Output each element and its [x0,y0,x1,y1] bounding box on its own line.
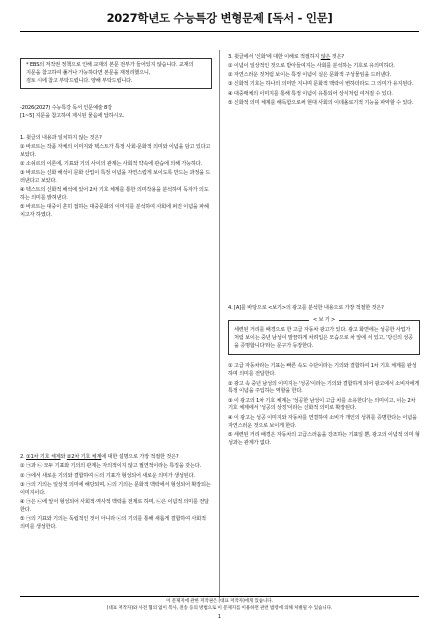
blank-space [228,109,420,305]
right-column [228,54,420,449]
answer-option[interactable]: ① 이념이 일상적인 것으로 받아들여지는 사회를 분석하는 기호로 유의미하다. [228,62,395,69]
answer-option[interactable]: ③ 신화적 기호는 하나의 의미만 지니며 문화적 맥락이 변하더라도 그 의미가 유지된다. [228,81,414,88]
answer-option[interactable]: ④ 대중매체의 이미지를 통해 특정 이념이 유통되어 상식처럼 여겨질 수 있다. [228,90,393,97]
left-column [20,58,212,533]
notice-line: 지문을 참고하여 풀거나 가능하다면 본문을 재정리했으니, [26,69,151,76]
answer-option[interactable]: ② ㉠에서 새로운 기의와 결합하여 ㉡의 기표가 형성되어 새로운 의미가 생성된다. [20,472,195,479]
answer-option[interactable]: ② 광고 속 중년 남성의 이미지는 '성공'이라는 기의와 결합하게 되어 광고에서 소비자에게 특정 이념을 주입하는 역할을 한다. [228,380,420,395]
page-title: 2027학년도 수능특강 변형문제 [독서 - 인문] [106,11,333,25]
answer-option[interactable]: ③ 이 광고의 1차 기호 체계는 '성공한 남성이 고급 차를 소유한다'는 의미이고, 이는 2차 기호 체계에서 '성공의 상징'이라는 신화적 의미로 확장된다. [228,397,416,412]
answer-option[interactable]: ③ ㉠의 기의는 일상적 의미에 해당되며, ㉡의 기의는 문화적 맥락에서 형성되어 확장되는 이미지이다. [20,481,211,496]
page-number: 1 [217,614,222,620]
copyright-notice-box [20,58,212,89]
instruction-line: [1~5] 지문을 참고하여 제시된 물음에 답하시오. [20,113,125,120]
question-3 [228,54,420,108]
bogi-label: < 보 기 > [229,317,419,325]
answer-option[interactable]: ② 자연스러운 것처럼 보이는 특정 이념이 실은 문화적 구성물임을 드러낸다. [228,72,392,79]
question-2 [20,454,212,531]
answer-option[interactable]: ① ㉠과 ㉡ 모두 기표와 기의의 관계는 자의적이지 않고 필연적이라는 특징을 갖는다. [20,463,201,470]
bogi-text: 세련된 거리를 배경으로 한 고급 자동차 광고가 있다. 광고 화면에는 성공한 사업가처럼 보이는 중년 남성이 말끔하게 차려입은 모습으로 차 앞에 서 있고, '당신의 성공을 증명합니다'라는 문구가 등장한다. [234,327,413,349]
answer-option[interactable]: ④ 텍스트의 신화적 해석에 있어 2차 기호 체계를 통한 의미작용을 분석하여 독자가 의도하는 의미를 밝혀낸다. [20,187,209,202]
source-line: -2026(2027) 수능특강 독서 인문예술 8강 [20,105,112,112]
notice-line: 검토 시에 참고 부탁드립니다. 양해 부탁드립니다. [26,77,133,84]
question-1 [20,135,212,220]
footer-line: [대표 저작자]와 사전 협의 없이 복사, 전송 등의 방법으로 이 문제지를 이용하면 관련 법령에 의해 처벌될 수 있습니다. [106,606,333,611]
blank-space [20,221,212,454]
answer-option[interactable]: ④ ㉠은 ㉡에 앞서 형성되어 사회적·역사적 맥락을 전제로 하며, ㉡은 이념적 의미를 전달한다. [20,498,209,513]
answer-option[interactable]: ⑤ 세련된 거리 배경은 자동차의 고급스러움을 강조하는 기표일 뿐, 광고의 이념적 의미 형성과는 관계가 없다. [228,431,420,446]
question-stem: 2. ①1차 기호 체계와 ②2차 기호 체계에 대한 설명으로 가장 적절한 것은? [20,454,179,461]
underlined-term: ①1차 기호 체계 [26,454,61,461]
title-rule [20,31,419,32]
answer-option[interactable]: ① 바르트는 작품 자체의 이미지와 텍스트가 특정 사회·문화적 의미와 이념을 담고 있다고 보았다. [20,143,211,158]
question-stem: 3. 윗글에서 '신화'에 대한 이해로 적절하지 않은 것은? [228,54,344,60]
underlined-term: 않은 [320,54,331,60]
answer-option[interactable]: ① 고급 자동차라는 기표는 빠른 속도 수단이라는 기의와 결합하여 1차 기호 체계를 완성하며 의미를 전달한다. [228,363,417,378]
answer-option[interactable]: ② 소쉬르의 이론에, 기표와 기의 사이의 관계는 사회적 약속에 관습에 의해 가능하다. [20,160,203,167]
question-4 [228,305,420,447]
column-divider [219,50,220,598]
notice-line: * EBS의 저작권 정책으로 인해 교재의 본문 전부가 들어있지 않습니다. 교재의 [26,62,194,68]
answer-option[interactable]: ⑤ 신화적 의미 체계를 해독함으로써 현대 사회의 이데올로기적 기능을 파악할 수 있다. [228,99,414,106]
bogi-box [228,317,420,355]
footer-line: 이 문제지에 관한 저작권은 [대표 저작자]에게 있습니다. [166,599,273,604]
question-stem: 4. [A]를 바탕으로 <보기>의 광고를 분석한 내용으로 가장 적절한 것은? [228,305,384,312]
copyright-footer [20,596,419,612]
answer-option[interactable]: ③ 바르트는 신화 해석이 문화 산업이 특정 이념을 자연스럽게 보이도록 만드는 과정을 드러낸다고 보았다. [20,170,211,184]
answer-option[interactable]: ⑤ 바르트는 대중이 흔히 접하는 대중문화의 이미지를 분석하여 사회에 퍼진 이념을 파헤치고자 하였다. [20,204,209,219]
answer-option[interactable]: ⑤ ㉠의 기표와 기의는 독립적인 것이 아니라 ㉡의 기의를 통해 새롭게 결합하여 사회적 의미를 생성한다. [20,516,206,530]
question-stem: 1. 윗글의 내용과 일치하지 않는 것은? [20,134,102,141]
answer-option[interactable]: ④ 이 광고는 성공 이미지와 자동차를 연결하여 소비가 개인의 성취를 증명한다는 이념을 자연스러운 것으로 보이게 한다. [228,414,417,429]
underlined-term: ②2차 기호 체계 [66,454,102,461]
